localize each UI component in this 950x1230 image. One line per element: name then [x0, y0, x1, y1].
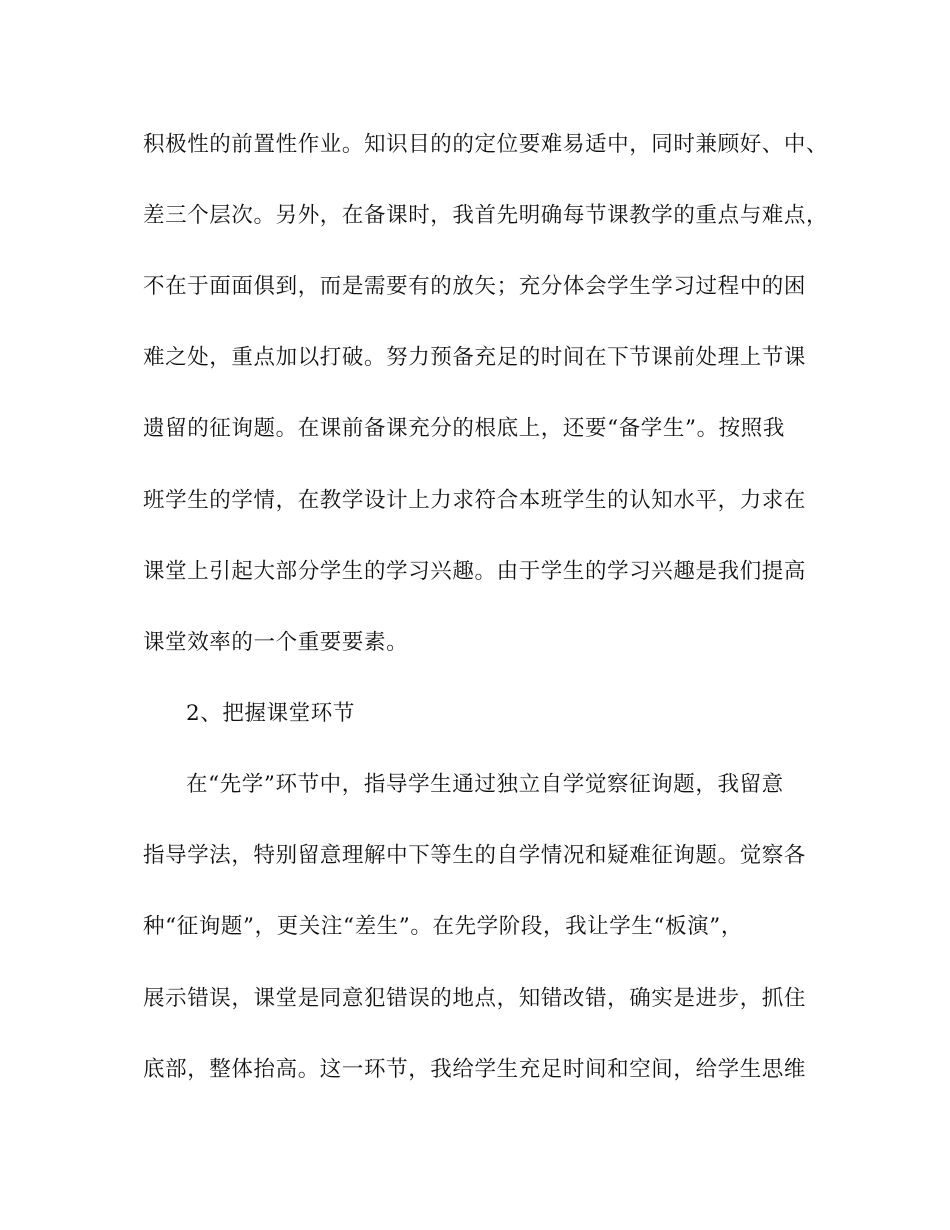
paragraph-line: 差三个层次。另外，在备课时，我首先明确每节课教学的重点与难点，: [143, 203, 829, 228]
paragraph-line: 遗留的征询题。在课前备课充分的根底上，还要“备学生”。按照我: [143, 416, 785, 441]
paragraph-line: 种“征询题”，更关注“差生”。在先学阶段，我让学生“板演”，: [143, 914, 743, 939]
paragraph-line: 指导学法，特别留意理解中下等生的自学情况和疑难征询题。觉察各: [143, 843, 807, 868]
paragraph-line: 底部，整体抬高。这一环节，我给学生充足时间和空间，给学生思维: [143, 1057, 807, 1082]
paragraph-line: 班学生的学情，在教学设计上力求符合本班学生的认知水平，力求在: [143, 488, 807, 513]
paragraph-line: 课堂上引起大部分学生的学习兴趣。由于学生的学习兴趣是我们提高: [143, 559, 807, 584]
paragraph-line: 在“先学”环节中，指导学生通过独立自学觉察征询题，我留意: [186, 772, 784, 797]
paragraph-line: 展示错误，课堂是同意犯错误的地点，知错改错，确实是进步，抓住: [143, 986, 807, 1011]
paragraph-line: 积极性的前置性作业。知识目的的定位要难易适中，同时兼顾好、中、: [143, 132, 829, 157]
paragraph-line: 不在于面面俱到，而是需要有的放矢；充分体会学生学习过程中的困: [143, 274, 807, 299]
paragraph-line: 课堂效率的一个重要要素。: [143, 630, 409, 655]
paragraph-line: 难之处，重点加以打破。努力预备充足的时间在下节课前处理上节课: [143, 345, 807, 370]
section-heading: 2、把握课堂环节: [186, 701, 355, 726]
